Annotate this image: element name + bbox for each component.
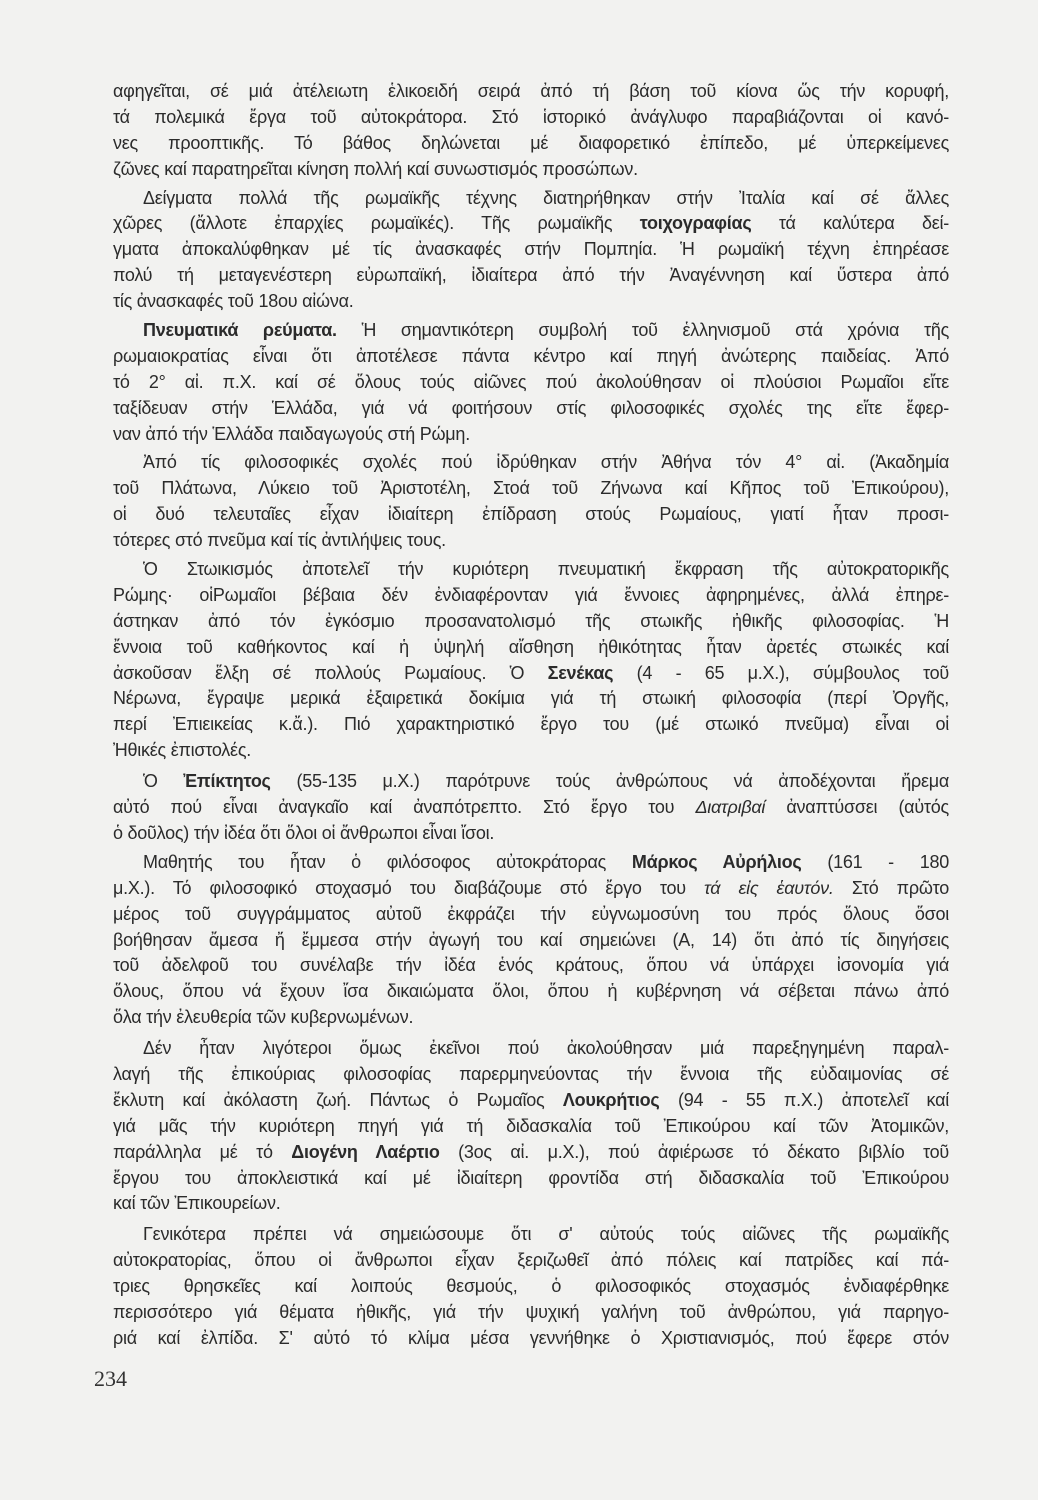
bold-term: Μάρκος Αὐρήλιος <box>631 851 802 872</box>
text-line <box>113 79 949 105</box>
text-line <box>113 1274 949 1300</box>
bold-term: Πνευματικά ρεύματα. <box>143 320 337 341</box>
paragraph <box>113 1222 949 1351</box>
text-line <box>113 1005 949 1031</box>
bold-term: Διογένη Λαέρτιο <box>291 1141 440 1162</box>
text-run: Ὁ Στωικισμός ἀποτελεῖ τήν κυριότερη πνευματική ἔκφραση τῆς αὐτοκρατορικῆς <box>143 559 949 580</box>
bold-term: Σενέκας <box>547 662 614 683</box>
text-run: γματα ἀποκαλύφθηκαν μέ τίς ἀνασκαφές στήν Πομπηία. Ἡ ρωμαϊκή τέχνη ἐπηρέασε <box>113 239 949 260</box>
text-run: ἀσκοῦσαν ἕλξη σέ πολλούς Ρωμαίους. Ὁ <box>113 662 548 683</box>
text-run: νες προοπτικῆς. Τό βάθος δηλώνεται μέ διαφορετικό ἐπίπεδο, μέ ὑπερκείμενες <box>113 132 949 153</box>
text-line <box>113 557 949 583</box>
text-run: ἔκλυτη καί ἀκόλαστη ζωή. Πάντως ὁ Ρωμαῖος <box>113 1089 563 1110</box>
text-run: ναν ἀπό τήν Ἑλλάδα παιδαγωγούς στή Ρώμη. <box>113 423 470 444</box>
text-run: ὅλα τήν ἐλευθερία τῶν κυβερνωμένων. <box>113 1007 414 1028</box>
paragraph <box>113 318 949 447</box>
text-line <box>113 661 949 687</box>
text-run: παράλληλα μέ τό <box>113 1141 292 1162</box>
text-run: ἔννοια τοῦ καθήκοντος καί ἡ ὑψηλή αἴσθηση ἠθικότητας ἦταν ἀρετές στωικές καί <box>113 636 949 657</box>
text-line <box>113 795 949 821</box>
text-run: οἱ δυό τελευταῖες εἶχαν ἰδιαίτερη ἐπίδραση στούς Ρωμαίους, γιατί ἦταν προσι- <box>113 504 949 525</box>
text-line <box>113 769 949 795</box>
text-line <box>113 1191 949 1217</box>
text-line <box>113 131 949 157</box>
text-run: αὐτοκρατορίας, ὅπου οἱ ἄνθρωποι εἶχαν ξεριζωθεῖ ἀπό πόλεις καί πατρίδες καί πά- <box>113 1250 949 1271</box>
body-text <box>113 79 949 1352</box>
text-run: Μαθητής του ἦταν ὁ φιλόσοφος αὐτοκράτορας <box>143 851 632 872</box>
text-run: Ἀπό τίς φιλοσοφικές σχολές πού ἱδρύθηκαν στήν Ἀθήνα τόν 4° αἰ. (Ἀκαδημία <box>143 452 949 473</box>
text-run: τριες θρησκεῖες καί λοιπούς θεσμούς, ὁ φιλοσοφικός στοχασμός ἐνδιαφέρθηκε <box>113 1276 949 1297</box>
text-line <box>113 850 949 876</box>
text-run: μέρος τοῦ συγγράμματος αὐτοῦ ἐκφράζει τήν εὐγνωμοσύνη του πρός ὅλους ὅσοι <box>113 903 949 924</box>
text-line <box>113 821 949 847</box>
text-line <box>113 876 949 902</box>
text-line <box>113 738 949 764</box>
text-line <box>113 1166 949 1192</box>
text-run: ριά καί ἐλπίδα. Σ' αὐτό τό κλίμα μέσα γεννήθηκε ὁ Χριστιανισμός, πού ἔφερε στόν <box>113 1327 949 1348</box>
text-run: τότερες στό πνεῦμα καί τίς ἀντιλήψεις τους. <box>113 530 446 551</box>
text-run: καί τῶν Ἐπικουρείων. <box>113 1193 281 1214</box>
text-run: Ὁ <box>143 771 184 792</box>
text-line <box>113 502 949 528</box>
text-run: βοήθησαν ἄμεσα ἤ ἔμμεσα στήν ἀγωγή του καί σημειώνει (Α, 14) ὅτι ἀπό τίς διηγήσεις <box>113 929 949 950</box>
paragraph <box>113 557 949 764</box>
text-line <box>113 289 949 315</box>
text-line <box>113 1088 949 1114</box>
text-run: Ἠθικές ἐπιστολές. <box>113 740 251 761</box>
text-line <box>113 105 949 131</box>
text-run: τό 2° αἰ. π.Χ. καί σέ ὅλους τούς αἰῶνες πού ἀκολούθησαν οἱ πλούσιοι Ρωμαῖοι εἴτε <box>113 371 949 392</box>
text-line <box>113 1300 949 1326</box>
text-line <box>113 902 949 928</box>
page-number: 234 <box>94 1366 127 1391</box>
text-run: λαγή τῆς ἐπικούριας φιλοσοφίας παρερμηνεύοντας τήν ἔννοια τῆς εὐδαιμονίας σέ <box>113 1063 949 1084</box>
text-run: ρωμαιοκρατίας εἶναι ὅτι ἀποτέλεσε πάντα κέντρο καί πηγή ἀνώτερης παιδείας. Ἀπό <box>113 345 949 366</box>
italic-title: Διατριβαί <box>695 797 766 818</box>
text-line <box>113 928 949 954</box>
text-line <box>113 1114 949 1140</box>
text-run: Νέρωνα, ἔγραψε μερικά ἐξαιρετικά δοκίμια γιά τή στωική φιλοσοφία (περί Ὀργῆς, <box>113 688 949 709</box>
text-line <box>113 344 949 370</box>
paragraph <box>113 850 949 1031</box>
text-run: περί Ἐπιεικείας κ.ἄ.). Πιό χαρακτηριστικό ἔργο του (μέ στωικό πνεῦμα) εἶναι οἱ <box>113 714 949 735</box>
text-run: χῶρες (ἄλλοτε ἐπαρχίες ρωμαϊκές). Τῆς ρωμαϊκῆς <box>113 213 640 234</box>
bold-term: τοιχογραφίας <box>639 213 752 234</box>
text-run: ταξίδευαν στήν Ἑλλάδα, γιά νά φοιτήσουν στίς φιλοσοφικές σχολές της εἴτε ἔφερ- <box>113 397 949 418</box>
text-run: τίς ἀνασκαφές τοῦ 18ου αἰώνα. <box>113 291 354 312</box>
text-line <box>113 1140 949 1166</box>
text-run: περισσότερο γιά θέματα ἠθικῆς, γιά τήν ψυχική γαλήνη τοῦ ἀνθρώπου, γιά παρηγο- <box>113 1301 949 1322</box>
text-run: (3ος αἰ. μ.Χ.), πού ἀφιέρωσε τό δέκατο βιβλίο τοῦ <box>439 1141 949 1162</box>
text-run: γιά μᾶς τήν κυριότερη πηγή γιά τή διδασκαλία τοῦ Ἐπικούρου καί τῶν Ἀτομικῶν, <box>113 1115 949 1136</box>
text-line <box>113 1036 949 1062</box>
text-run: τοῦ ἀδελφοῦ του συνέλαβε τήν ἰδέα ἑνός κράτους, ὅπου νά ὑπάρχει ἰσονομία γιά <box>113 955 949 976</box>
text-line <box>113 370 949 396</box>
paragraph <box>113 79 949 183</box>
text-run: ἔργου του ἀποκλειστικά καί μέ ἰδιαίτερη φροντίδα στή διδασκαλία τοῦ Ἐπικούρου <box>113 1167 949 1188</box>
bold-term: Λουκρήτιος <box>562 1089 660 1110</box>
text-run: Στό πρῶτο <box>833 877 949 898</box>
text-line <box>113 953 949 979</box>
text-line <box>113 979 949 1005</box>
text-line <box>113 476 949 502</box>
text-run: (55-135 μ.Χ.) παρότρυνε τούς ἀνθρώπους νά ἀποδέχονται ἤρεμα <box>270 771 949 792</box>
text-line <box>113 609 949 635</box>
text-run: τά πολεμικά ἔργα τοῦ αὐτοκράτορα. Στό ἱστορικό ἀνάγλυφο παραβιάζονται οἱ κανό- <box>113 106 949 127</box>
paragraph <box>113 769 949 847</box>
text-run: ἀναπτύσσει (αὐτός <box>765 797 949 818</box>
paragraph <box>113 186 949 315</box>
text-run: Δείγματα πολλά τῆς ρωμαϊκῆς τέχνης διατηρήθηκαν στήν Ἰταλία καί σέ ἄλλες <box>143 187 949 208</box>
text-line <box>113 450 949 476</box>
text-run: ζῶνες καί παρατηρεῖται κίνηση πολλή καί συνωστισμός προσώπων. <box>113 158 638 179</box>
text-run: πολύ τή μεταγενέστερη εὐρωπαϊκή, ἰδιαίτερα ἀπό τήν Ἀναγέννηση καί ὕστερα ἀπό <box>113 265 949 286</box>
text-line <box>113 422 949 448</box>
text-run: Ρώμης· οἱΡωμαῖοι βέβαια δέν ἐνδιαφέρονταν γιά ἔννοιες ἀφηρημένες, ἀλλά ἐπηρε- <box>113 584 949 605</box>
text-run: Ἡ σημαντικότερη συμβολή τοῦ ἑλληνισμοῦ στά χρόνια τῆς <box>336 320 949 341</box>
text-run: (161 - 180 <box>801 851 949 872</box>
bold-term: Ἐπίκτητος <box>183 771 271 792</box>
paragraph <box>113 1036 949 1217</box>
text-line <box>113 712 949 738</box>
text-line <box>113 186 949 212</box>
text-line <box>113 263 949 289</box>
text-line <box>113 1248 949 1274</box>
text-line <box>113 686 949 712</box>
text-line <box>113 237 949 263</box>
text-line <box>113 211 949 237</box>
paragraph <box>113 450 949 554</box>
italic-title: τά εἰς ἑαυτόν. <box>704 877 834 898</box>
text-run: ὅλους, ὅπου νά ἔχουν ἴσα δικαιώματα ὅλοι, ὅπου ἡ κυβέρνηση νά σέβεται πάνω ἀπό <box>113 981 949 1002</box>
text-run: (4 - 65 μ.Χ.), σύμβουλος τοῦ <box>613 662 949 683</box>
text-run: αφηγεῖται, σέ μιά ἀτέλειωτη ἑλικοειδή σειρά ἀπό τή βάση τοῦ κίονα ὥς τήν κορυφή, <box>113 81 949 101</box>
text-line <box>113 1062 949 1088</box>
text-run: ὁ δοῦλος) τήν ἰδέα ὅτι ὅλοι οἱ ἄνθρωποι εἶναι ἴσοι. <box>113 822 495 843</box>
text-line <box>113 635 949 661</box>
text-line <box>113 396 949 422</box>
text-run: μ.Χ.). Τό φιλοσοφικό στοχασμό του διαβάζουμε στό ἔργο του <box>113 877 705 898</box>
text-line <box>113 318 949 344</box>
text-line <box>113 157 949 183</box>
text-run: αὐτό πού εἶναι ἀναγκαῖο καί ἀναπότρεπτο. Στό ἔργο του <box>113 797 696 818</box>
text-line <box>113 583 949 609</box>
text-run: άστηκαν ἀπό τόν ἐγκόσμιο προσανατολισμό τῆς στωικῆς ἠθικῆς φιλοσοφίας. Ἡ <box>113 610 949 631</box>
text-line <box>113 1222 949 1248</box>
text-line <box>113 528 949 554</box>
text-run: Δέν ἦταν λιγότεροι ὅμως ἐκεῖνοι πού ἀκολούθησαν μιά παρεξηγημένη παραλ- <box>143 1038 949 1059</box>
text-run: (94 - 55 π.Χ.) ἀποτελεῖ καί <box>659 1089 949 1110</box>
text-line <box>113 1326 949 1352</box>
text-run: Γενικότερα πρέπει νά σημειώσουμε ὅτι σ' αὐτούς τούς αἰῶνες τῆς ρωμαϊκῆς <box>143 1224 949 1245</box>
text-run: τά καλύτερα δεί- <box>751 213 949 234</box>
text-run: τοῦ Πλάτωνα, Λύκειο τοῦ Ἀριστοτέλη, Στοά τοῦ Ζήνωνα καί Κῆπος τοῦ Ἐπικούρου), <box>113 478 949 499</box>
